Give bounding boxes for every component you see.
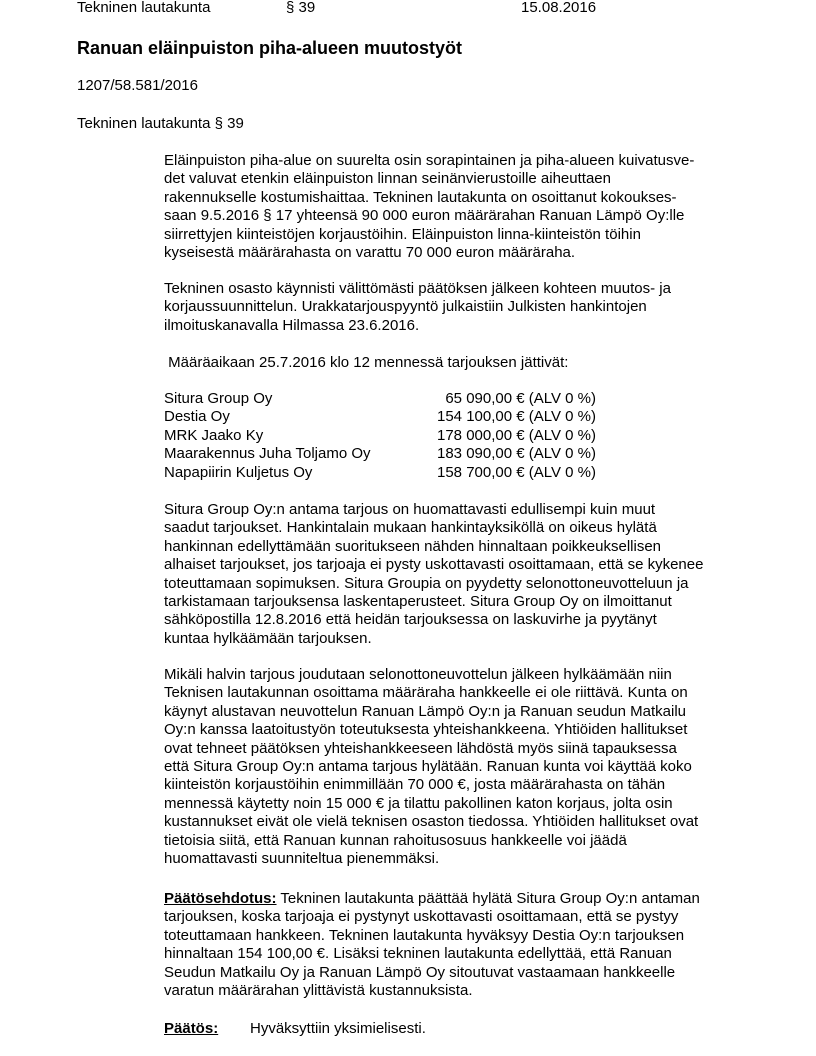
decision-label: Päätös: [164,1020,219,1037]
text-line: korjaussuunnittelun. Urakkatarjouspyyntö julkaistiin Julkisten hankintojen [164,298,647,316]
header-section: § 39 [286,0,316,16]
text-line: toteuttamaan sopimuksen. Situra Groupia on pyydetty selonottoneuvotteluun ja [164,574,689,592]
bid-amount: 183 090,00 € (ALV 0 %) [437,445,596,463]
text-line: mennessä käytetty noin 15 000 € ja tilattu pakollinen katon korjaus, jolta osin [164,794,673,812]
decision [164,1020,764,1038]
text-line: varatun määrärahan ylittävistä kustannuksista. [164,982,473,1000]
bid-amount: 178 000,00 € (ALV 0 %) [437,426,596,444]
text-line: hankinnan edellyttämään suoritukseen nähden hinnaltaan poikkeuksellisen [164,537,662,555]
paragraph-situra-offer [164,501,764,648]
bid-row [164,390,596,408]
decision-text: Hyväksyttiin yksimielisesti. [250,1020,426,1037]
text-line: tarkistamaan tarjouksensa laskentaperusteet. Situra Group Oy on ilmoittanut [164,593,672,611]
bid-row [164,445,596,463]
bid-row [164,464,596,482]
proposal-label: Päätösehdotus: [164,890,277,907]
text-line: ovat tehneet päätöksen yhteishankkeeseen lähdöstä myös siinä tapauksessa [164,739,677,757]
text-line: käynyt alustavan neuvottelun Ranuan Lämpö Oy:n ja Ranuan seudun Matkailu [164,702,687,720]
text-line: kyseisestä määrärahasta on varattu 70 000 euron määräraha. [164,244,576,262]
proposal-first-line: Tekninen lautakunta päättää hylätä Situra Group Oy:n antaman [276,890,700,907]
text-line: saan 9.5.2016 § 17 yhteensä 90 000 euron määrärahan Ranuan Lämpö Oy:lle [164,207,685,225]
text-line: Situra Group Oy:n antama tarjous on huomattavasti edullisempi kuin muut [164,501,656,518]
text-line: toteuttamaan hankkeen. Tekninen lautakunta hyväksyy Destia Oy:n tarjouksen [164,926,685,944]
header-date: 15.08.2016 [521,0,597,16]
text-line: Eläinpuiston piha-alue on suurelta osin sorapintainen ja piha-alueen kuivatusve- [164,152,695,169]
bidder-name: Napapiirin Kuljetus Oy [164,463,313,481]
paragraph-deadline [164,354,764,372]
bid-amount: 65 090,00 € (ALV 0 %) [445,390,596,407]
bidder-name: MRK Jaako Ky [164,426,264,444]
text-line: Mikäli halvin tarjous joudutaan selonottoneuvottelun jälkeen hylkäämään niin [164,666,672,683]
text-line: rakennukselle kostumishaittaa. Tekninen lautakunta on osoittanut kokoukses- [164,188,677,206]
text-line: että Situra Group Oy:n antama tarjous hylätään. Ranuan kunta voi käyttää koko [164,758,692,776]
header-board: Tekninen lautakunta [77,0,211,16]
document-title: Ranuan eläinpuiston piha-alueen muutostyöt [77,38,463,58]
text-line: Määräaikaan 25.7.2016 klo 12 mennessä tarjouksen jättivät: [164,354,569,371]
text-line: hinnaltaan 154 100,00 €. Lisäksi tekninen lautakunta edellyttää, että Ranuan [164,945,672,963]
bid-row [164,427,596,445]
bidder-name: Maarakennus Juha Toljamo Oy [164,445,371,463]
text-line: Tekninen osasto käynnisti välittömästi päätöksen jälkeen kohteen muutos- ja [164,280,671,297]
text-line: siirrettyjen kiinteistöjen korjaustöihin. Eläinpuiston linna-kiinteistön töihin [164,225,641,243]
paragraph-background [164,152,764,262]
bid-row [164,408,596,426]
section-line: Tekninen lautakunta § 39 [77,115,244,132]
bidder-name: Situra Group Oy [164,390,273,407]
paragraph-joint-project [164,666,764,868]
bid-amount: 158 700,00 € (ALV 0 %) [437,463,596,481]
text-line: kiinteistön korjaustöihin enimmillään 70 000 €, josta määrärahasta on tähän [164,776,666,794]
text-line: tietoisia siitä, että Ranuan kunnan rahoitusosuus hankkeelle voi jäädä [164,831,627,849]
bid-amount: 154 100,00 € (ALV 0 %) [437,408,596,426]
reference-number: 1207/58.581/2016 [77,77,198,94]
text-line: tarjouksen, koska tarjoaja ei pystynyt uskottavasti osoittamaan, että se pystyy [164,908,679,926]
bidder-name: Destia Oy [164,408,230,426]
decision-proposal [164,890,764,1000]
text-line: Seudun Matkailu Oy ja Ranuan Lämpö Oy sitoutuvat vastaamaan hankkeelle [164,963,676,981]
text-line: alhaiset tarjoukset, jos tarjoaja ei pysty uskottavasti osoittamaan, että se kykenee [164,556,704,574]
text-line: saadut tarjoukset. Hankintalain mukaan hankintayksiköllä on oikeus hylätä [164,519,657,537]
text-line: ilmoituskanavalla Hilmassa 23.6.2016. [164,316,420,334]
bids-table [164,390,596,482]
text-line: Teknisen lautakunnan osoittama määräraha hankkeelle ei ole riittävä. Kunta on [164,684,688,702]
text-line: huomattavasti suunniteltua pienemmäksi. [164,850,440,868]
paragraph-procurement [164,280,764,335]
text-line: kuntaa hylkäämään tarjouksen. [164,629,372,647]
text-line: sähköpostilla 12.8.2016 että heidän tarjouksessa on laskuvirhe ja pyytänyt [164,611,657,629]
text-line: kustannukset eivät ole vielä teknisen osaston tiedossa. Yhtiöiden hallitukset ovat [164,813,699,831]
text-line: Oy:n kanssa laatoitustyön toteutuksesta yhteishankkeena. Yhtiöiden hallitukset [164,721,688,739]
text-line: det valuvat etenkin eläinpuiston linnan seinänvierustoille aiheuttaen [164,170,611,188]
